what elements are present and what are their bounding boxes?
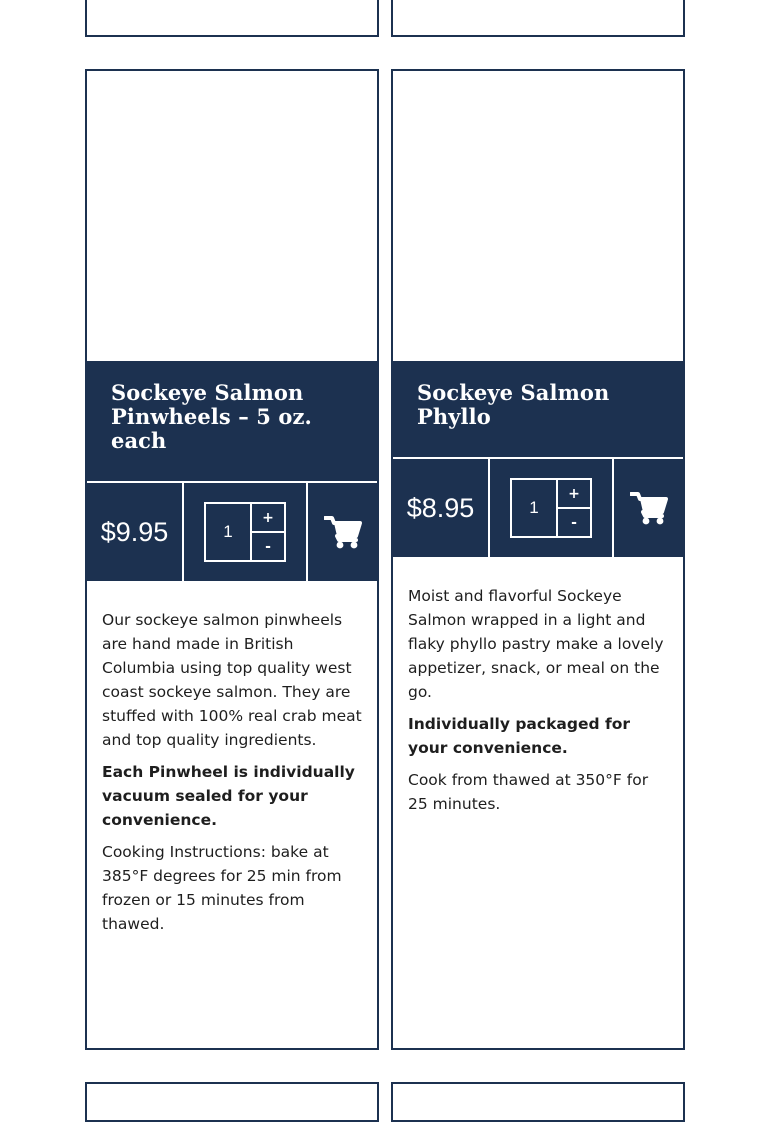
quantity-input[interactable] [206, 504, 252, 560]
quantity-input[interactable] [512, 480, 558, 536]
product-price: $9.95 [100, 516, 169, 547]
product-title[interactable]: Sockeye Salmon Pinwheels – 5 oz. each [111, 380, 312, 453]
product-card-partial-bottom-right [391, 1082, 685, 1122]
product-card-phyllo [391, 69, 685, 1050]
stepper-buttons [252, 504, 284, 560]
shopping-cart-icon [324, 515, 362, 549]
decrease-quantity-button[interactable]: - [265, 538, 271, 555]
description-text: Our sockeye salmon pinwheels are hand made in British Columbia using top quality west coast sockeye salmon. They are stuffed with 100% real crab meat and top quality ingredients. [102, 611, 362, 749]
price-cell [87, 483, 184, 581]
product-card-partial-top-right [391, 0, 685, 37]
increase-quantity-button[interactable]: + [558, 480, 590, 509]
description-text: Moist and flavorful Sockeye Salmon wrapped in a light and flaky phyllo pastry make a lovely appetizer, snack, or meal on the go. [408, 587, 664, 701]
product-image[interactable] [87, 71, 377, 361]
add-to-cart-button[interactable] [614, 459, 683, 557]
cooking-instructions: Cooking Instructions: bake at 385°F degrees for 25 min from frozen or 15 minutes from thawed. [102, 843, 342, 933]
price-cell [393, 459, 490, 557]
increase-quantity-button[interactable]: + [252, 504, 284, 533]
purchase-row [87, 481, 377, 581]
product-card-pinwheels [85, 69, 379, 1050]
product-title[interactable]: Sockeye Salmon Phyllo [417, 380, 610, 429]
decrease-quantity-button[interactable]: - [571, 514, 577, 531]
purchase-row [393, 457, 683, 557]
cooking-instructions: Cook from thawed at 350°F for 25 minutes. [408, 771, 649, 813]
packaging-note: Each Pinwheel is individually vacuum sealed for your convenience. [102, 763, 355, 829]
quantity-stepper [204, 502, 286, 562]
product-description [102, 608, 365, 944]
product-price: $8.95 [406, 492, 475, 523]
product-image[interactable] [393, 71, 683, 361]
product-card-partial-top-left [85, 0, 379, 37]
product-title-band [87, 361, 377, 481]
stepper-buttons [558, 480, 590, 536]
shopping-cart-icon [630, 491, 668, 525]
packaging-note: Individually packaged for your convenience. [408, 715, 630, 757]
product-card-partial-bottom-left [85, 1082, 379, 1122]
product-title-band [393, 361, 683, 457]
product-description [408, 584, 671, 824]
quantity-stepper [510, 478, 592, 538]
quantity-cell [490, 459, 614, 557]
quantity-cell [184, 483, 308, 581]
add-to-cart-button[interactable] [308, 483, 377, 581]
